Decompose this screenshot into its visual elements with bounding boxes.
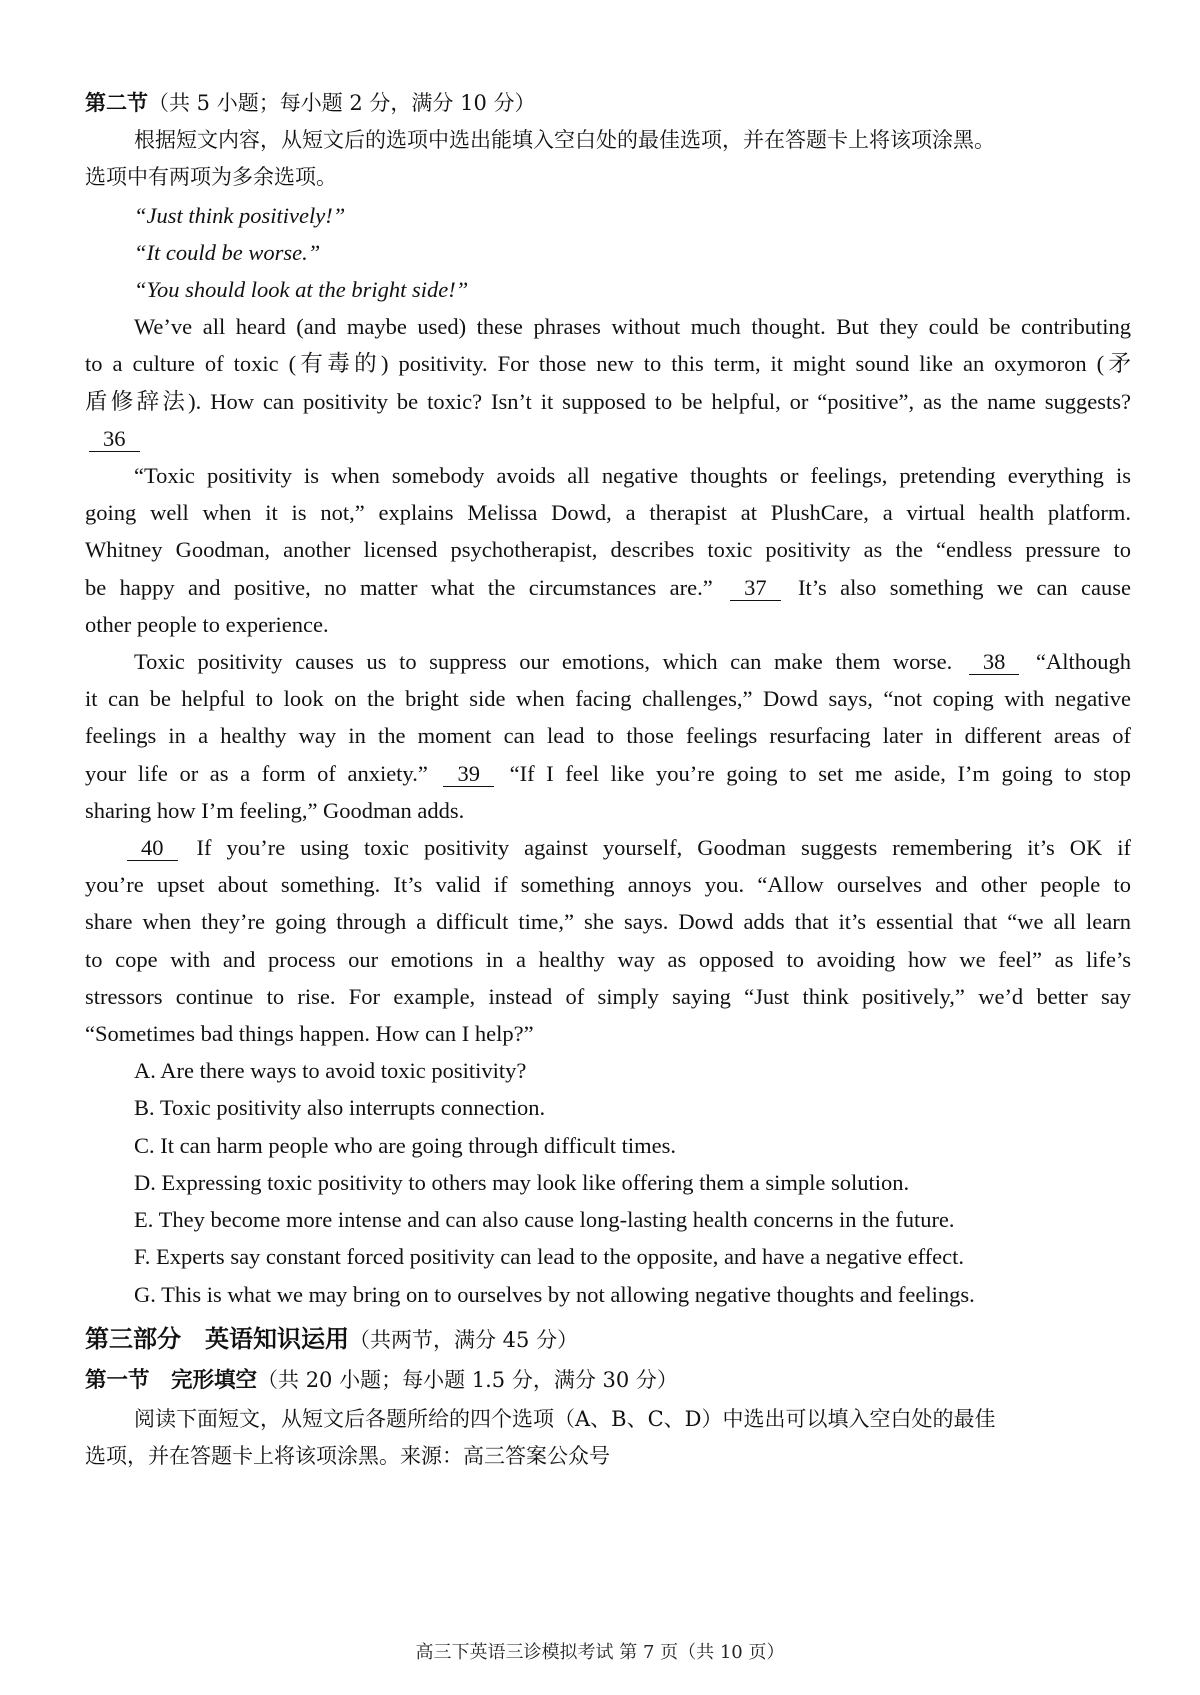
blank-39: 39 <box>443 762 494 787</box>
passage-line: “Toxic positivity is when somebody avoids all negative thoughts or feelings, pretending everything is <box>134 463 1131 489</box>
part3-heading <box>85 1319 1131 1360</box>
passage-line <box>85 829 1131 866</box>
passage-text: Toxic positivity causes us to suppress our emotions, which can make them worse. <box>134 649 953 675</box>
option-a: A. Are there ways to avoid toxic positivity? <box>134 1058 527 1084</box>
part3-instruction-1: 阅读下面短文，从短文后各题所给的四个选项（A、B、C、D）中选出可以填入空白处的最佳 <box>134 1406 996 1431</box>
part3-section1-heading <box>85 1360 1131 1401</box>
section2-title: 第二节 <box>85 91 148 115</box>
passage-line <box>85 420 1131 457</box>
passage-line: Whitney Goodman, another licensed psychotherapist, describes toxic positivity as the “endless pressure to <box>85 537 1131 563</box>
option-e: E. They become more intense and can also cause long-lasting health concerns in the future. <box>134 1207 955 1233</box>
exam-page <box>85 84 1131 1475</box>
passage-text: your life or as a form of anxiety.” <box>85 760 428 786</box>
option-c: C. It can harm people who are going through difficult times. <box>134 1132 676 1158</box>
passage-text: If you’re using toxic positivity against yourself, Goodman suggests remembering it’s OK if <box>196 835 1132 861</box>
quote-2: “It could be worse.” <box>134 239 321 265</box>
option-f: F. Experts say constant forced positivity can lead to the opposite, and have a negative effect. <box>134 1244 965 1270</box>
option-d: D. Expressing toxic positivity to others may look like offering them a simple solution. <box>134 1169 910 1195</box>
passage-line: 盾修辞法). How can positivity be toxic? Isn’t it supposed to be helpful, or “positive”, as the name suggests? <box>85 388 1131 414</box>
section2-instruction-1: 根据短文内容，从短文后的选项中选出能填入空白处的最佳选项，并在答题卡上将该项涂黑。 <box>134 128 995 153</box>
blank-38: 38 <box>969 650 1020 675</box>
passage-line: share when they’re going through a difficult time,” she says. Dowd adds that it’s essential that “we all learn <box>85 909 1131 935</box>
part3-instruction-2: 选项，并在答题卡上将该项涂黑。来源：高三答案公众号 <box>85 1443 610 1468</box>
passage-line: stressors continue to rise. For example, instead of simply saying “Just think positively,” we’d better say <box>85 983 1131 1009</box>
section1-title-note: （共 20 小题；每小题 1.5 分，满分 30 分） <box>257 1367 678 1392</box>
passage-line: you’re upset about something. It’s valid if something annoys you. “Allow ourselves and other people to <box>85 872 1131 898</box>
passage-line: We’ve all heard (and maybe used) these phrases without much thought. But they could be contributing <box>134 314 1131 340</box>
passage-line: other people to experience. <box>85 611 329 637</box>
passage-line: going well when it is not,” explains Melissa Dowd, a therapist at PlushCare, a virtual health platform. <box>85 500 1131 526</box>
passage-line: feelings in a healthy way in the moment can lead to those feelings resurfacing later in different areas of <box>85 723 1131 749</box>
passage-line: to cope with and process our emotions in a healthy way as opposed to avoiding how we feel” as life’s <box>85 946 1131 972</box>
passage-line: it can be helpful to look on the bright side when facing challenges,” Dowd says, “not coping with negative <box>85 686 1131 712</box>
page-footer: 高三下英语三诊模拟考试 第 7 页（共 10 页） <box>415 1642 785 1663</box>
passage-text: be happy and positive, no matter what the circumstances are.” <box>85 574 713 600</box>
passage-line <box>85 755 1131 792</box>
part3-title-note: （共两节，满分 45 分） <box>349 1327 579 1352</box>
passage-line <box>85 643 1131 680</box>
option-g: G. This is what we may bring on to ourselves by not allowing negative thoughts and feelings. <box>134 1281 975 1307</box>
passage-line: to a culture of toxic (有毒的) positivity. For those new to this term, it might sound like an oxymoron (矛 <box>85 351 1131 377</box>
section2-instruction-2: 选项中有两项为多余选项。 <box>85 165 337 190</box>
part3-title: 第三部分 英语知识运用 <box>85 1324 349 1353</box>
passage-text: “Although <box>1036 649 1132 675</box>
quote-3: “You should look at the bright side!” <box>134 277 469 303</box>
passage-line: “Sometimes bad things happen. How can I help?” <box>85 1021 534 1047</box>
passage-line <box>85 569 1131 606</box>
section1-title: 第一节 完形填空 <box>85 1367 258 1393</box>
blank-40: 40 <box>127 836 178 861</box>
passage-line: sharing how I’m feeling,” Goodman adds. <box>85 797 465 823</box>
blank-37: 37 <box>730 576 781 601</box>
section2-title-note: （共 5 小题；每小题 2 分，满分 10 分） <box>148 91 536 115</box>
section2-heading <box>85 84 1131 122</box>
option-b: B. Toxic positivity also interrupts connection. <box>134 1095 546 1121</box>
quote-1: “Just think positively!” <box>134 202 346 228</box>
passage-text: “If I feel like you’re going to set me aside, I’m going to stop <box>509 760 1132 786</box>
blank-36: 36 <box>89 427 140 452</box>
passage-text: It’s also something we can cause <box>797 574 1132 600</box>
